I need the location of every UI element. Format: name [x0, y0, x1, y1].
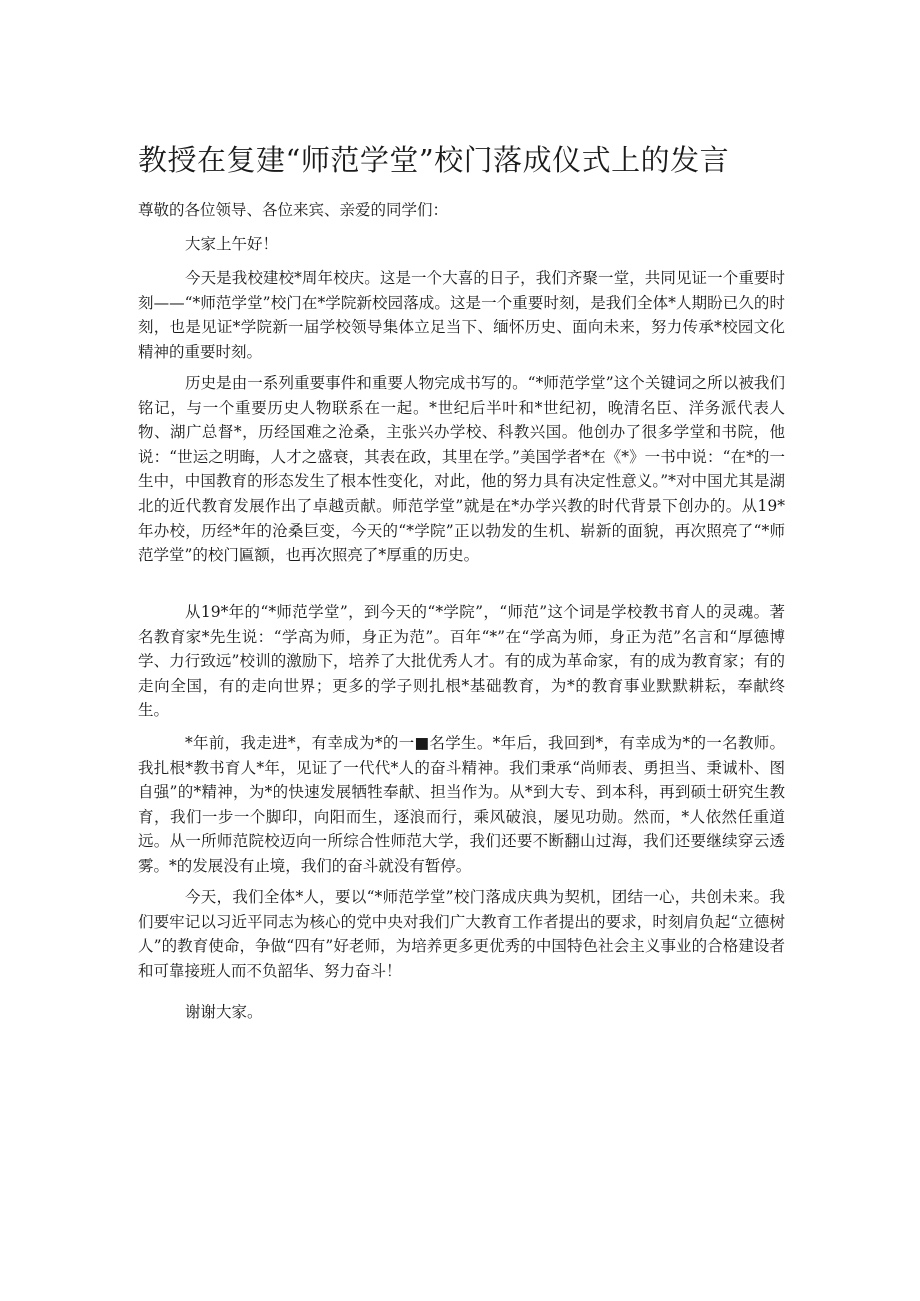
- salutation: 尊敬的各位领导、各位来宾、亲爱的同学们：: [138, 201, 449, 219]
- closing: 谢谢大家。: [185, 1003, 263, 1021]
- greeting: 大家上午好！: [185, 235, 279, 253]
- paragraph-4: *年前，我走进*，有幸成为*的一■名学生。*年后，我回到*，有幸成为*的一名教师。我扎根*教书育人*年，见证了一代代*人的奋斗精神。我们秉承“尚师表、勇担当、秉诚朴、图自强”的*精神，为*的快速发展牺牲奉献、担当作为。从*到大专、到本科，再到硕士研究生教育，我们一步一个脚印，向阳而生，逐浪而行，乘风破浪，屡见功勋。然而，*人依然任重道远。从一所师范院校迈向一所综合性师范大学，我们还要不断翻山过海，我们还要继续穿云透雾。*的发展没有止境，我们的奋斗就没有暂停。: [138, 734, 785, 875]
- document-title: 教授在复建“师范学堂”校门落成仪式上的发言: [138, 143, 730, 177]
- document-page: [138, 0, 785, 1301]
- paragraph-2: 历史是由一系列重要事件和重要人物完成书写的。“*师范学堂”这个关键词之所以被我们铭记，与一个重要历史人物联系在一起。*世纪后半叶和*世纪初，晚清名臣、洋务派代表人物、湖广总督*，历经国难之沧桑，主张兴办学校、科教兴国。他创办了很多学堂和书院，他说：“世运之明晦，人才之盛衰，其表在政，其里在学。”美国学者*在《*》一书中说：“在*的一生中，中国教育的形态发生了根本性变化，对此，他的努力具有决定性意义。”*对中国尤其是湖北的近代教育发展作出了卓越贡献。师范学堂”就是在*办学兴教的时代背景下创办的。从19*年办校，历经*年的沧桑巨变，今天的“*学院”正以勃发的生机、崭新的面貌，再次照亮了“*师范学堂”的校门匾额，也再次照亮了*厚重的历史。: [138, 374, 785, 565]
- paragraph-5: 今天，我们全体*人，要以“*师范学堂”校门落成庆典为契机，团结一心，共创未来。我们要牢记以习近平同志为核心的党中央对我们广大教育工作者提出的要求，时刻肩负起“立德树人”的教育使命，争做“四有”好老师，为培养更多更优秀的中国特色社会主义事业的合格建设者和可靠接班人而不负韶华、努力奋斗！: [138, 888, 785, 980]
- paragraph-1: 今天是我校建校*周年校庆。这是一个大喜的日子，我们齐聚一堂，共同见证一个重要时刻——“*师范学堂”校门在*学院新校园落成。这是一个重要时刻，是我们全体*人期盼已久的时刻，也是见证*学院新一届学校领导集体立足当下、缅怀历史、面向未来，努力传承*校园文化精神的重要时刻。: [138, 269, 785, 361]
- paragraph-3: 从19*年的“*师范学堂”，到今天的“*学院”，“师范”这个词是学校教书育人的灵魂。著名教育家*先生说：“学高为师，身正为范”。百年“*”在“学高为师，身正为范”名言和“厚德博学、力行致远”校训的激励下，培养了大批优秀人才。有的成为革命家，有的成为教育家；有的走向全国，有的走向世界；更多的学子则扎根*基础教育，为*的教育事业默默耕耘，奉献终生。: [138, 603, 785, 720]
